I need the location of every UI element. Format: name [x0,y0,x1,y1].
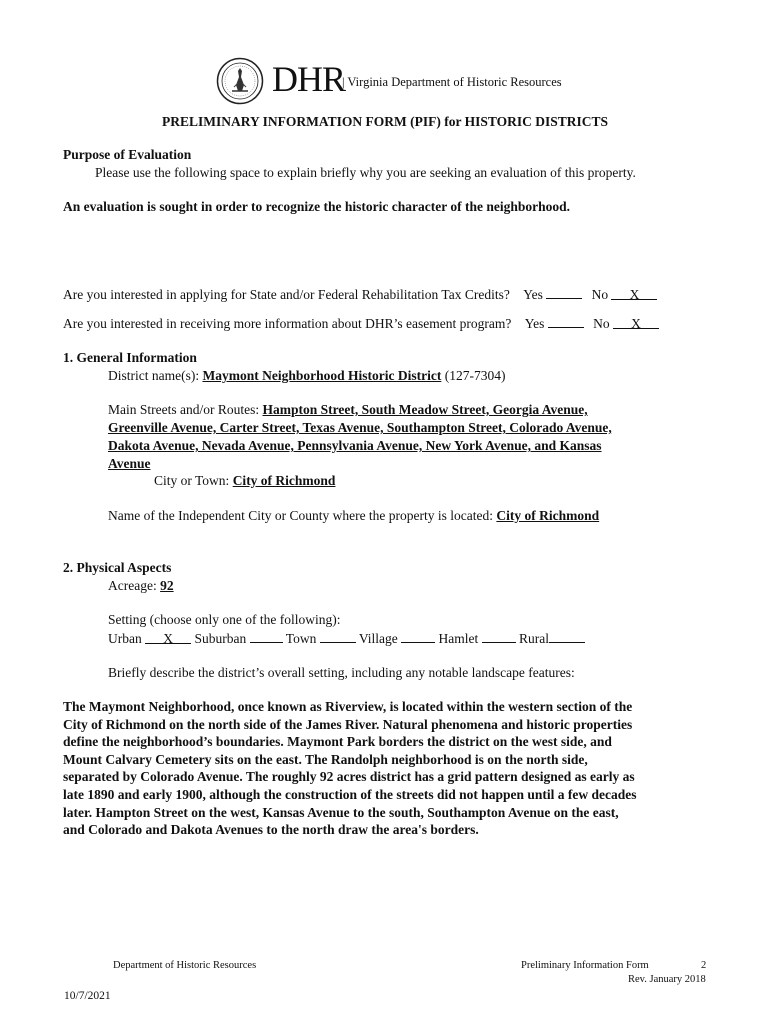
setting-town-label: Town [285,631,317,646]
district-id: (127-7304) [444,368,506,383]
district-name-value[interactable]: Maymont Neighborhood Historic District [202,368,442,383]
description-line: Mount Calvary Cemetery sits on the east. The Randolph neighborhood is on the north side, [63,751,588,767]
footer-department: Department of Historic Resources [113,960,257,971]
city-value[interactable]: City of Richmond [232,473,336,488]
acreage-value[interactable]: 92 [160,578,174,593]
streets-value-line3[interactable]: Dakota Avenue, Nevada Avenue, Pennsylvania Avenue, New York Avenue, and Kansas [108,438,602,453]
county-label: Name of the Independent City or County where the property is located: [108,508,494,523]
acreage-label: Acreage: [108,578,157,593]
physical-aspects-heading: 2. Physical Aspects [63,560,172,575]
purpose-instruction: Please use the following space to explain briefly why you are seeking an evaluation of this property. [95,165,636,180]
easement-question-text: Are you interested in receiving more information about DHR’s easement program? [63,316,512,331]
district-name-row [108,367,505,385]
setting-options [108,629,585,648]
setting-village-label: Village [358,631,398,646]
form-title: PRELIMINARY INFORMATION FORM (PIF) for HISTORIC DISTRICTS [161,114,609,129]
logo-text: DHR [272,59,346,99]
easement-yes-label: Yes [524,316,545,331]
setting-urban-field[interactable]: X [145,630,191,644]
setting-hamlet-field[interactable] [482,629,516,643]
footer-form-name: Preliminary Information Form [521,960,649,971]
easement-yes-field[interactable] [548,314,584,328]
setting-suburban-field[interactable] [250,629,283,643]
setting-rural-label: Rural [519,631,550,646]
dhr-logo [216,57,562,107]
setting-hamlet-label: Hamlet [438,631,479,646]
purpose-answer: An evaluation is sought in order to recognize the historic character of the neighborhood. [63,199,570,214]
tax-credit-question [63,285,657,304]
easement-no-field[interactable]: X [613,315,659,329]
streets-label: Main Streets and/or Routes: [108,402,260,417]
setting-urban-label: Urban [108,631,142,646]
purpose-heading: Purpose of Evaluation [63,147,192,162]
streets-row [108,401,588,419]
description-line: separated by Colorado Avenue. The roughly 92 acres district has a grid pattern designed as early as [63,769,635,785]
streets-value-line1[interactable]: Hampton Street, South Meadow Street, Georgia Avenue, [262,402,588,417]
district-name-label: District name(s): [108,368,200,383]
footer-date: 10/7/2021 [64,990,111,1002]
easement-no-label: No [593,316,610,331]
footer-revision: Rev. January 2018 [628,974,706,985]
department-name: | Virginia Department of Historic Resources [342,75,562,89]
tax-credit-question-text: Are you interested in applying for State and/or Federal Rehabilitation Tax Credits? [63,287,510,302]
setting-town-field[interactable] [320,629,356,643]
virginia-seal-icon [216,57,264,105]
setting-label: Setting (choose only one of the following): [108,612,341,627]
description-line: and Colorado and Dakota Avenues to the north draw the area's borders. [63,822,479,838]
description-line: City of Richmond on the north side of the James River. Natural phenomena and historic properties [63,716,633,732]
tax-credit-no-field[interactable]: X [611,286,657,300]
streets-value-line2[interactable]: Greenville Avenue, Carter Street, Texas Avenue, Southampton Street, Colorado Avenue, [108,420,612,435]
county-value[interactable]: City of Richmond [496,508,600,523]
setting-rural-field[interactable] [549,629,585,643]
acreage-row [108,577,174,595]
county-row [108,507,599,525]
general-info-heading: 1. General Information [63,350,197,365]
setting-village-field[interactable] [401,629,435,643]
description-line: The Maymont Neighborhood, once known as Riverview, is located within the western section of the [63,699,633,714]
easement-question [63,314,659,333]
description-line: late 1890 and early 1900, although the construction of the streets did not happen until a few decades [63,786,637,802]
describe-prompt: Briefly describe the district’s overall setting, including any notable landscape features: [108,665,575,680]
tax-credit-no-label: No [591,287,609,302]
streets-value-line4[interactable]: Avenue [108,456,151,471]
setting-suburban-label: Suburban [194,631,247,646]
city-label: City or Town: [154,473,230,488]
city-row [154,472,335,490]
setting-description [63,698,713,839]
description-line: define the neighborhood’s boundaries. Maymont Park borders the district on the west side, and [63,734,612,750]
tax-credit-yes-field[interactable] [546,285,582,299]
tax-credit-yes-label: Yes [523,287,543,302]
footer-page-number: 2 [701,960,707,971]
description-line: later. Hampton Street on the west, Kansas Avenue to the south, Southampton Avenue on the east, [63,804,619,820]
